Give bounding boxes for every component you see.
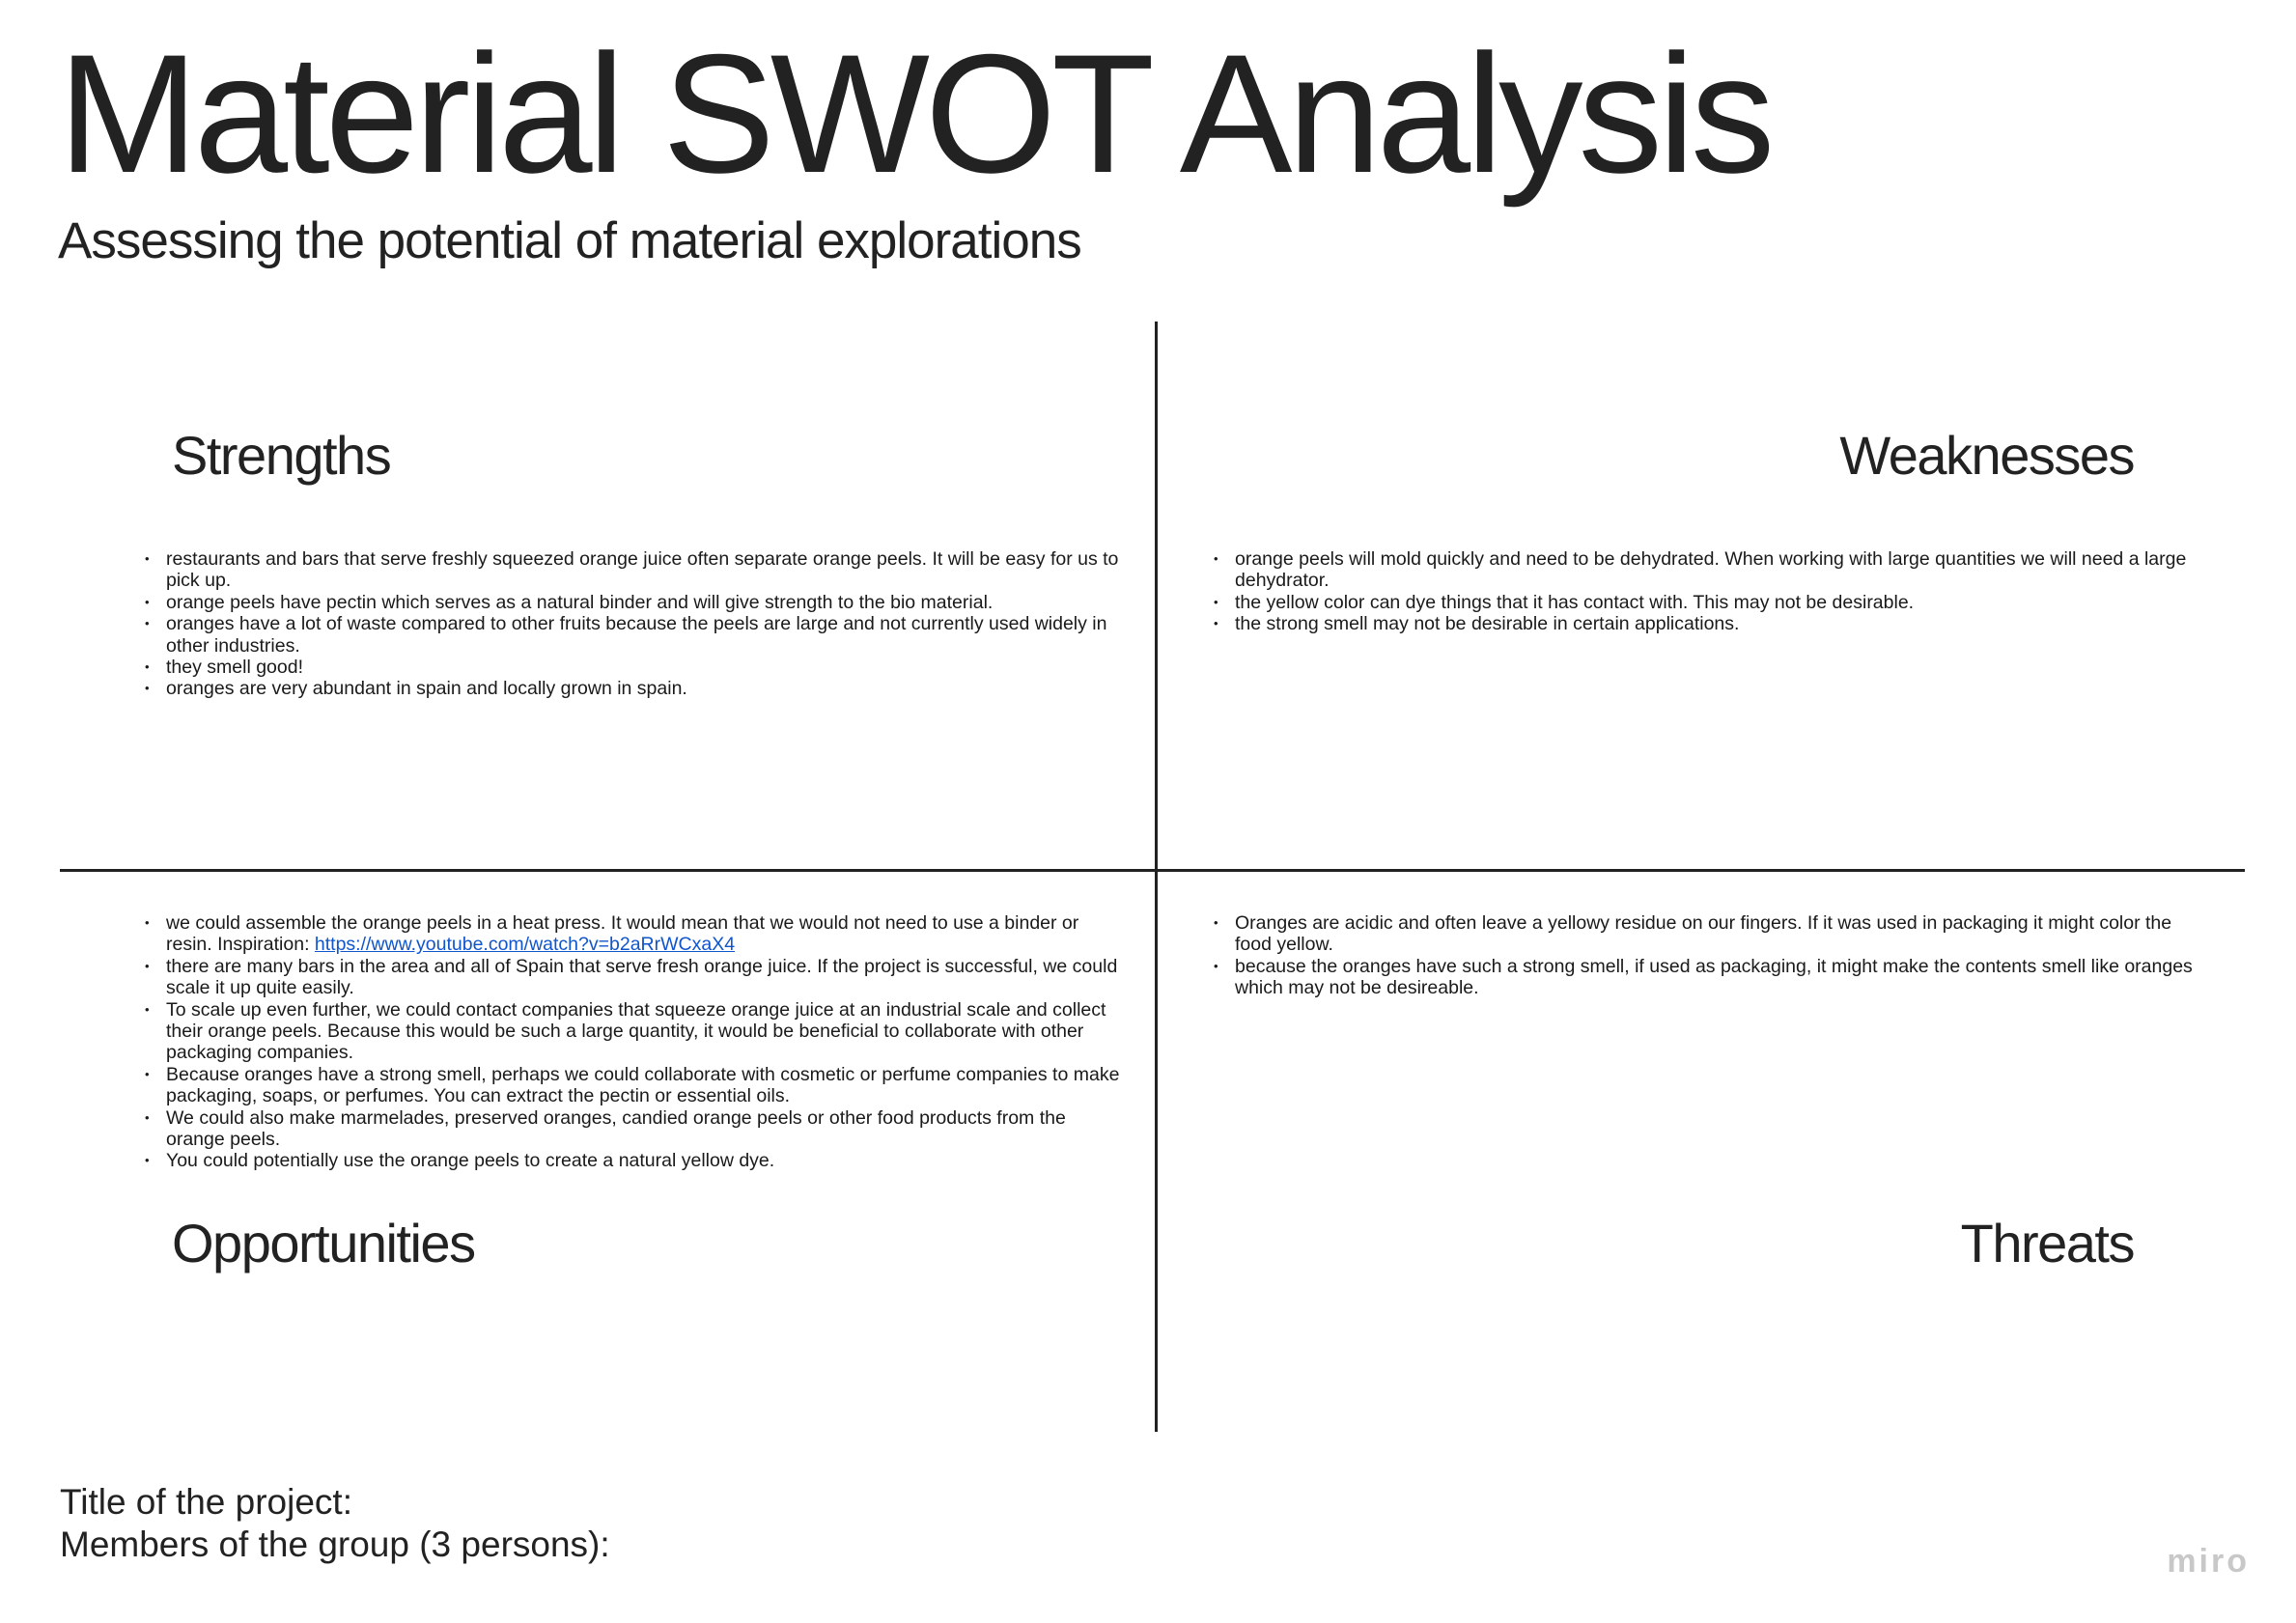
list-item: • You could potentially use the orange peels to create a natural yellow dye.	[166, 1150, 1122, 1171]
opportunities-list	[166, 912, 1122, 1172]
list-item: • To scale up even further, we could contact companies that squeeze orange juice at an industrial scale and collect their orange peels. Because this would be such a large quantity, it would be beneficial to collaborate with other packaging companies.	[166, 999, 1122, 1064]
list-item: • orange peels will mold quickly and need to be dehydrated. When working with large quantities we will need a large dehydrator.	[1235, 548, 2200, 592]
strengths-list	[166, 548, 1122, 700]
list-item: • they smell good!	[166, 657, 1122, 678]
weaknesses-list	[1235, 548, 2200, 635]
threats-list	[1235, 912, 2200, 999]
project-title-label: Title of the project:	[60, 1482, 352, 1522]
threats-heading: Threats	[1960, 1213, 2134, 1273]
list-item: • Oranges are acidic and often leave a yellowy residue on our fingers. If it was used in packaging it might color the food yellow.	[1235, 912, 2200, 956]
list-item-text: we could assemble the orange peels in a heat press. It would mean that we would not need to use a binder or resin. Inspiration:	[166, 912, 1079, 956]
vertical-divider	[1155, 322, 1158, 1432]
list-item: • the strong smell may not be desirable in certain applications.	[1235, 613, 2200, 634]
list-item: • orange peels have pectin which serves as a natural binder and will give strength to the bio material.	[166, 592, 1122, 613]
strengths-heading: Strengths	[172, 425, 391, 486]
weaknesses-heading: Weaknesses	[1839, 425, 2134, 486]
opportunities-heading: Opportunities	[172, 1213, 475, 1273]
list-item: • restaurants and bars that serve freshly squeezed orange juice often separate orange peels. It will be easy for us to pick up.	[166, 548, 1122, 592]
group-members-label: Members of the group (3 persons):	[60, 1525, 610, 1564]
list-item: • the yellow color can dye things that it has contact with. This may not be desirable.	[1235, 592, 2200, 613]
page-subtitle: Assessing the potential of material explorations	[58, 212, 1081, 269]
list-item: • oranges have a lot of waste compared to other fruits because the peels are large and not currently used widely in other industries.	[166, 613, 1122, 657]
inspiration-link[interactable]: https://www.youtube.com/watch?v=b2aRrWCxaX4	[314, 934, 736, 956]
list-item: • Because oranges have a strong smell, perhaps we could collaborate with cosmetic or perfume companies to make packaging, soaps, or perfumes. You can extract the pectin or essential oils.	[166, 1064, 1122, 1107]
horizontal-divider	[60, 869, 2245, 872]
page-title: Material SWOT Analysis	[58, 20, 1771, 209]
list-item: • We could also make marmelades, preserved oranges, candied orange peels or other food products from the orange peels.	[166, 1107, 1122, 1151]
list-item: • there are many bars in the area and all of Spain that serve fresh orange juice. If the project is successful, we could scale it up quite easily.	[166, 956, 1122, 999]
list-item: • oranges are very abundant in spain and locally grown in spain.	[166, 678, 1122, 699]
list-item	[166, 912, 1122, 956]
miro-logo: miro	[2167, 1543, 2250, 1580]
list-item: • because the oranges have such a strong smell, if used as packaging, it might make the contents smell like oranges which may not be desireable.	[1235, 956, 2200, 999]
